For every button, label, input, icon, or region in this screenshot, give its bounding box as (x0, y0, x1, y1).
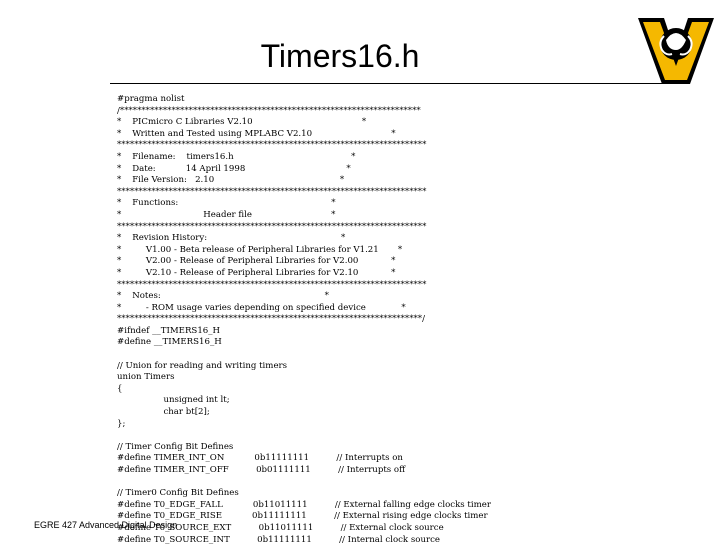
slide-footer: EGRE 427 Advanced Digital Design (34, 520, 178, 530)
header-file-listing (117, 94, 491, 546)
code-line: #define T0_SOURCE_EXT 0b11011111 // External clock source (117, 522, 444, 533)
code-line: /********************************************************************** (117, 105, 421, 116)
code-line: unsigned int lt; (117, 395, 230, 406)
code-line: * V2.10 - Release of Peripheral Libraries for V2.10 * (117, 267, 396, 278)
code-line: * - ROM usage varies depending on specified device * (117, 302, 406, 313)
code-line: * Revision History: * (117, 233, 346, 244)
code-line: ***********************************************************************/ (117, 314, 425, 325)
code-line: #define TIMER_INT_ON 0b11111111 // Interrupts on (117, 453, 403, 464)
code-line: #define T0_SOURCE_INT 0b11111111 // Internal clock source (117, 534, 440, 545)
code-line: ************************************************************************ (117, 186, 427, 197)
code-line: ************************************************************************ (117, 279, 427, 290)
code-line: }; (117, 418, 126, 429)
code-line: // Timer Config Bit Defines (117, 441, 234, 452)
code-line (117, 477, 491, 489)
code-line: ************************************************************************ (117, 221, 427, 232)
code-line: * Written and Tested using MPLABC V2.10 * (117, 128, 396, 139)
code-line: #ifndef __TIMERS16_H (117, 325, 221, 336)
vcu-ram-logo-icon (636, 14, 716, 86)
code-line: #define T0_EDGE_RISE 0b11111111 // External rising edge clocks timer (117, 511, 488, 522)
code-line: * Header file * (117, 209, 336, 220)
code-line: char bt[2]; (117, 407, 210, 418)
title-divider (110, 83, 688, 84)
code-line: * PICmicro C Libraries V2.10 * (117, 117, 367, 128)
code-line: * Functions: * (117, 198, 336, 209)
code-line (117, 349, 491, 361)
code-line: #define T0_EDGE_FALL 0b11011111 // External falling edge clocks timer (117, 499, 491, 510)
code-line: #define TIMER_INT_OFF 0b01111111 // Interrupts off (117, 465, 406, 475)
code-line: #define __TIMERS16_H (117, 337, 222, 348)
code-line: #pragma nolist (117, 94, 185, 104)
code-line: ************************************************************************ (117, 140, 427, 151)
code-line: * Notes: * (117, 291, 329, 302)
code-line: union Timers (117, 372, 175, 383)
code-line: * Filename: timers16.h * (117, 151, 356, 162)
slide-title: Timers16.h (260, 38, 420, 74)
code-line: // Timer0 Config Bit Defines (117, 488, 239, 499)
code-line: * V2.00 - Release of Peripheral Libraries for V2.00 * (117, 256, 396, 267)
code-line: * File Version: 2.10 * (117, 175, 345, 186)
code-line (117, 430, 491, 442)
code-line: * V1.00 - Beta release of Peripheral Libraries for V1.21 * (117, 244, 403, 255)
code-line: { (117, 383, 123, 394)
code-line: // Union for reading and writing timers (117, 360, 288, 371)
code-line: * Date: 14 April 1998 * (117, 163, 351, 174)
